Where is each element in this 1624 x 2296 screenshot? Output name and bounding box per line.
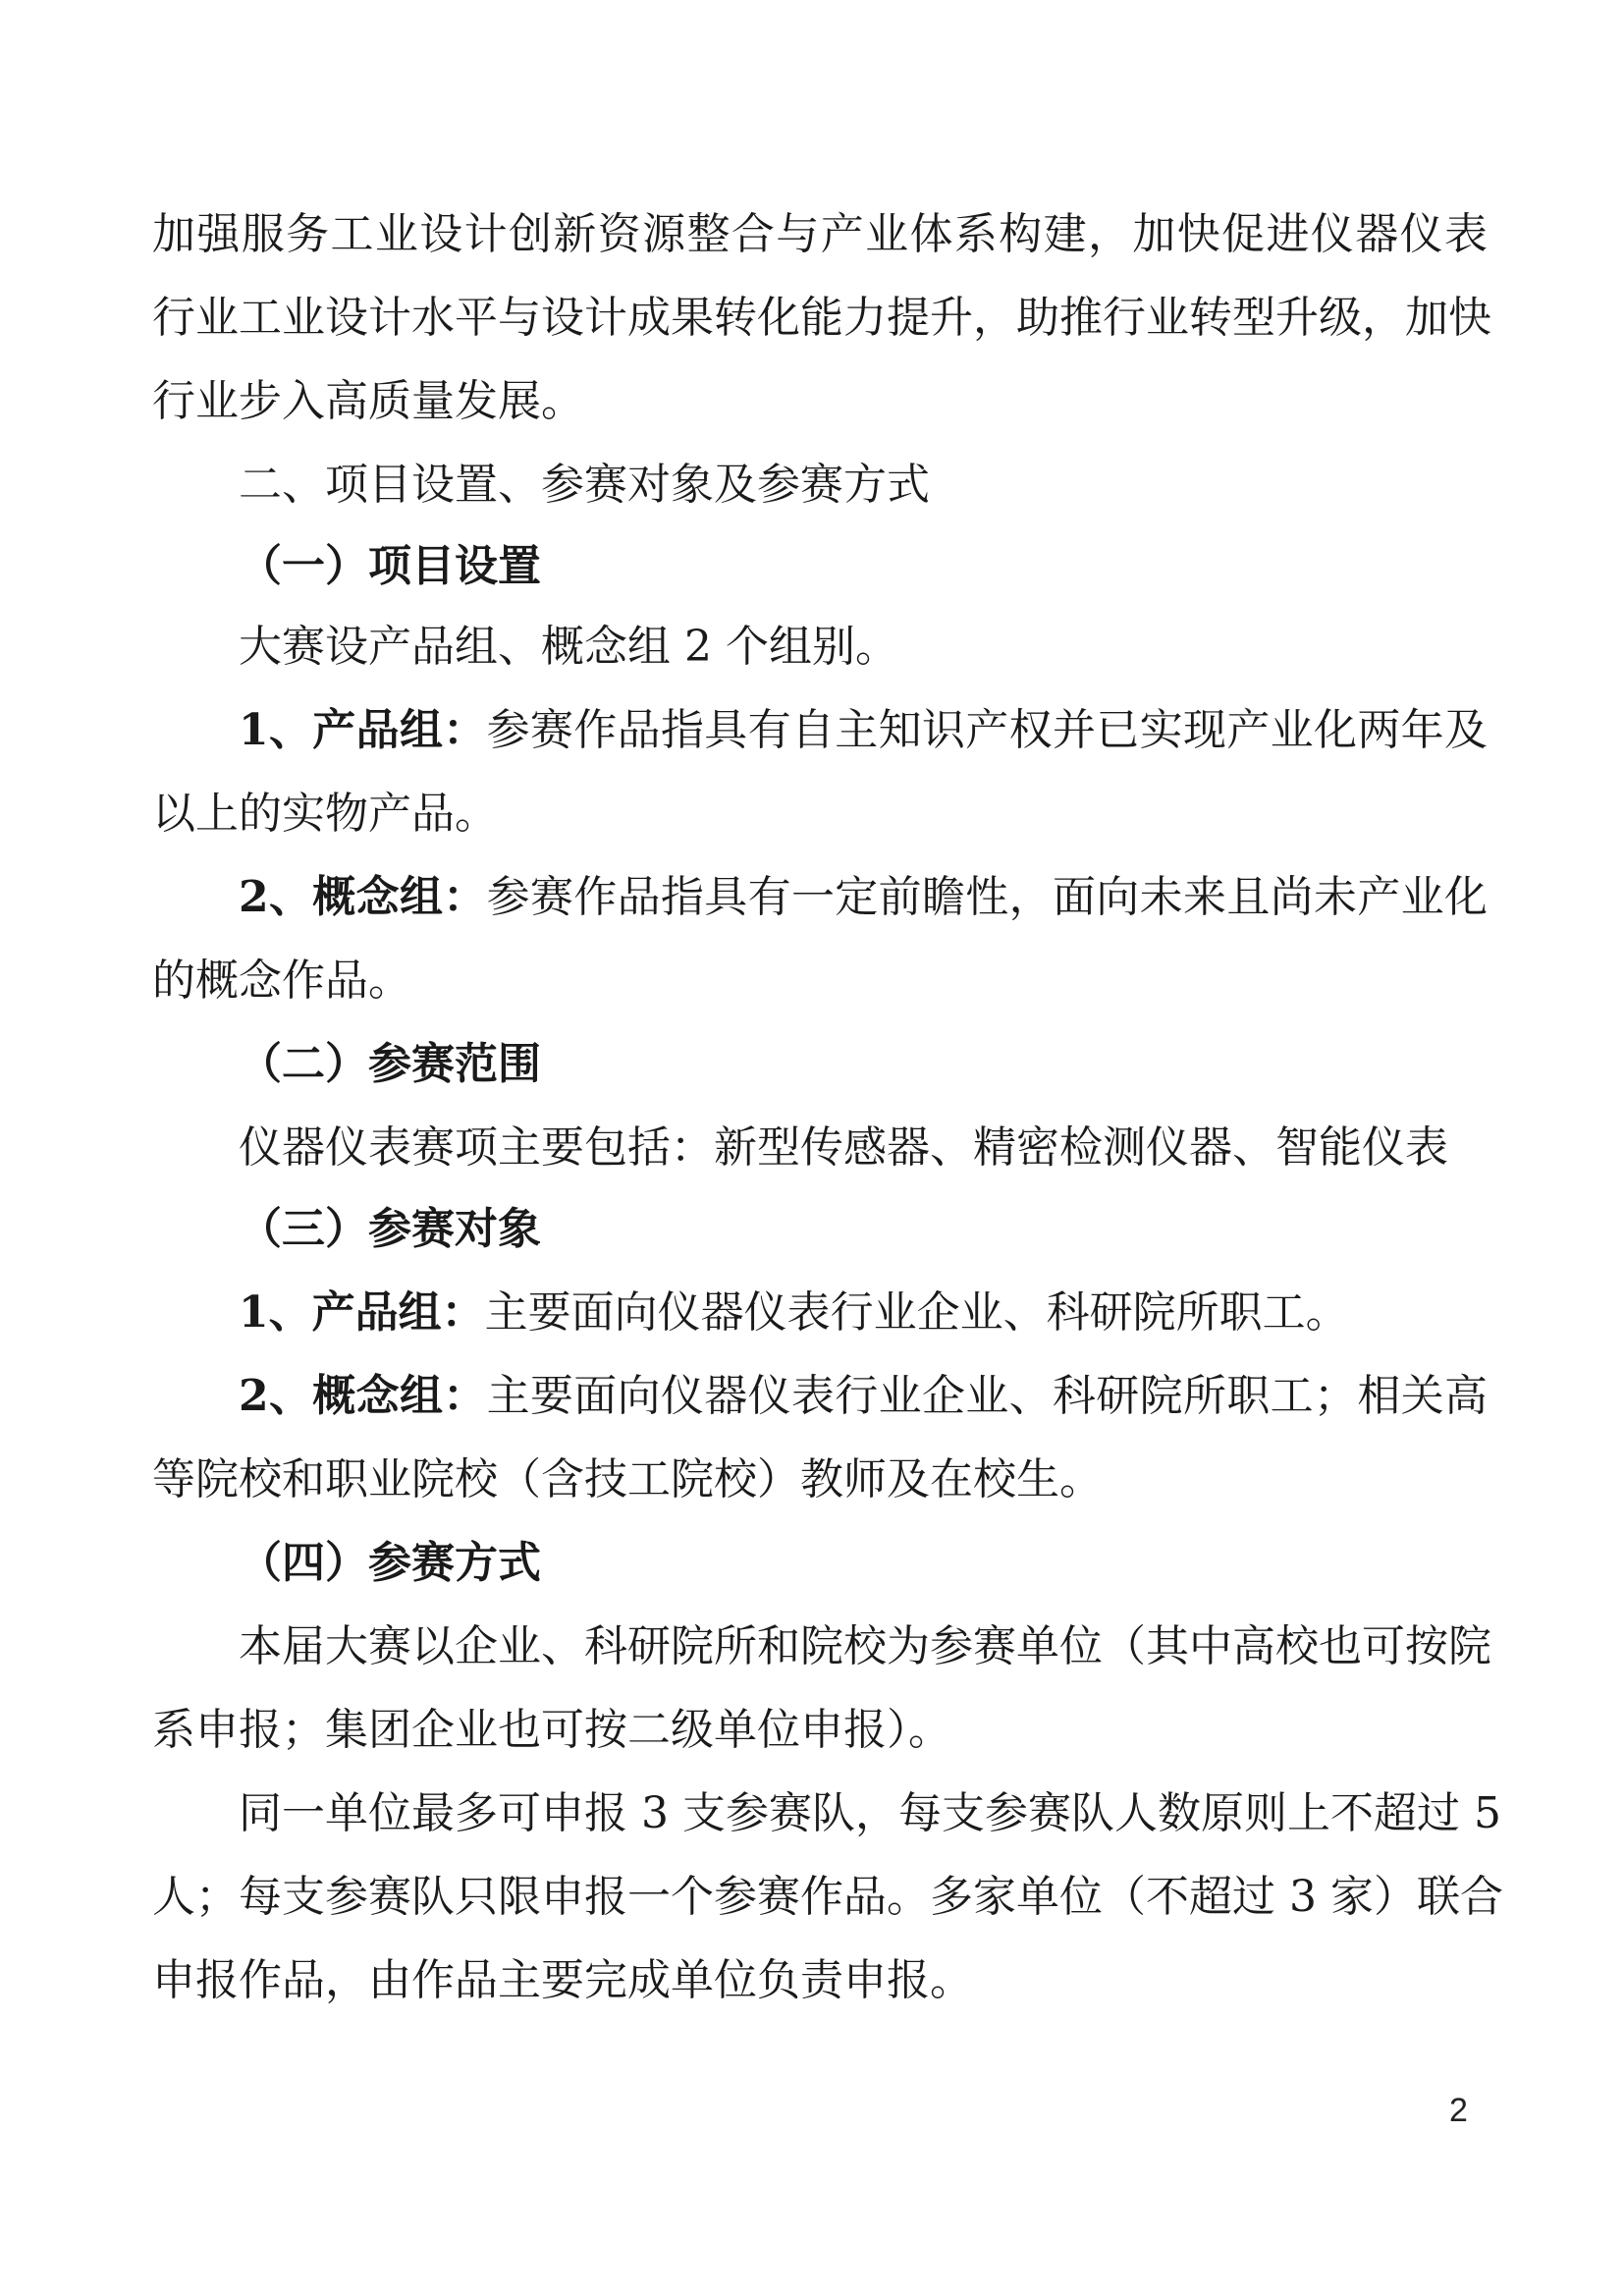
subsection-heading-1: （一）项目设置 xyxy=(239,541,541,591)
item-label: 1、产品组： xyxy=(239,1287,485,1338)
method-paragraph-2-cont-2: 申报作品，由作品主要完成单位负责申报。 xyxy=(152,1955,973,2005)
product-group-item xyxy=(152,702,1488,759)
intro-line-1: 加强服务工业设计创新资源整合与产业体系构建，加快促进仪器仪表 xyxy=(152,209,1488,259)
subsection-heading-3: （三）参赛对象 xyxy=(239,1204,541,1254)
item-text: 主要面向仪器仪表行业企业、科研院所职工；相关高 xyxy=(486,1371,1488,1421)
item-text: 参赛作品指具有自主知识产权并已实现产业化两年及 xyxy=(486,705,1488,755)
participant-item-2-cont: 等院校和职业院校（含技工院校）教师及在校生。 xyxy=(152,1454,1103,1504)
subsection-heading-2: （二）参赛范围 xyxy=(239,1039,541,1089)
participant-item-2 xyxy=(152,1368,1488,1425)
method-paragraph-1-cont: 系申报；集团企业也可按二级单位申报）。 xyxy=(152,1705,951,1755)
section-heading: 二、项目设置、参赛对象及参赛方式 xyxy=(239,460,930,510)
item-label: 2、概念组： xyxy=(239,872,487,922)
concept-group-item-cont: 的概念作品。 xyxy=(152,956,411,1006)
method-paragraph-1: 本届大赛以企业、科研院所和院校为参赛单位（其中高校也可按院 xyxy=(239,1621,1491,1671)
item-text: 主要面向仪器仪表行业企业、科研院所职工。 xyxy=(484,1287,1349,1338)
group-description: 大赛设产品组、概念组 2 个组别。 xyxy=(239,622,898,672)
scope-description: 仪器仪表赛项主要包括：新型传感器、精密检测仪器、智能仪表 xyxy=(239,1122,1448,1173)
product-group-item-cont: 以上的实物产品。 xyxy=(152,789,498,839)
item-label: 1、产品组： xyxy=(239,705,487,755)
method-paragraph-2-cont-1: 人；每支参赛队只限申报一个参赛作品。多家单位（不超过 3 家）联合 xyxy=(152,1872,1503,1922)
method-paragraph-2: 同一单位最多可申报 3 支参赛队，每支参赛队人数原则上不超过 5 xyxy=(239,1788,1501,1838)
participant-item-1 xyxy=(152,1285,1488,1341)
item-label: 2、概念组： xyxy=(239,1371,487,1421)
intro-line-2: 行业工业设计水平与设计成果转化能力提升，助推行业转型升级，加快 xyxy=(152,293,1491,343)
concept-group-item xyxy=(152,869,1488,926)
intro-line-3: 行业步入高质量发展。 xyxy=(152,376,584,426)
page-number: 2 xyxy=(1449,2092,1468,2129)
item-text: 参赛作品指具有一定前瞻性，面向未来且尚未产业化 xyxy=(486,872,1488,922)
subsection-heading-4: （四）参赛方式 xyxy=(239,1538,541,1588)
